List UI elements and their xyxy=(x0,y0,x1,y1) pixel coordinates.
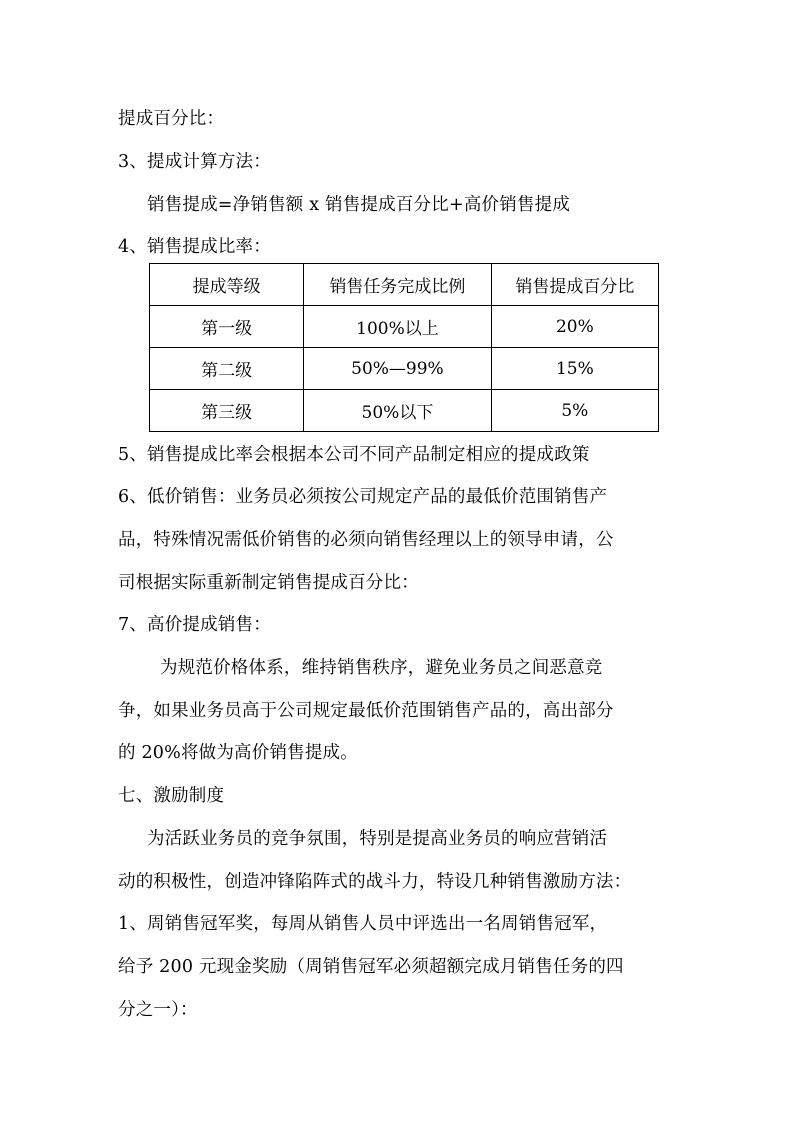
paragraph: 分之一）： xyxy=(118,1000,198,1020)
table-cell: 第三级 xyxy=(150,390,304,432)
paragraph: 给予 200 元现金奖励（周销售冠军必须超额完成月销售任务的四 xyxy=(118,957,624,977)
table-row xyxy=(150,306,659,348)
paragraph: 为规范价格体系，维持销售秩序，避免业务员之间恶意竞 xyxy=(160,658,603,678)
table-row xyxy=(150,390,659,432)
formula-line: 销售提成=净销售额 x 销售提成百分比+高价销售提成 xyxy=(147,195,571,215)
paragraph: 5、销售提成比率会根据本公司不同产品制定相应的提成政策 xyxy=(118,445,590,465)
paragraph: 为活跃业务员的竞争氛围，特别是提高业务员的响应营销活 xyxy=(147,829,608,849)
paragraph: 的 20%将做为高价销售提成。 xyxy=(118,743,358,763)
section-heading-calc-method: 3、提成计算方法： xyxy=(118,152,271,172)
paragraph: 品，特殊情况需低价销售的必须向销售经理以上的领导申请，公 xyxy=(118,530,614,550)
table-header: 销售任务完成比例 xyxy=(304,264,491,306)
table-row xyxy=(150,348,659,390)
paragraph: 1、周销售冠军奖，每周从销售人员中评选出一名周销售冠军， xyxy=(118,914,608,934)
section-heading-high-price: 7、高价提成销售： xyxy=(118,615,271,635)
chapter-heading-incentives: 七、激励制度 xyxy=(118,786,225,806)
table-header: 销售提成百分比 xyxy=(491,264,658,306)
table-cell: 20% xyxy=(491,306,658,348)
table-cell: 第一级 xyxy=(150,306,304,348)
table-cell: 50%以下 xyxy=(304,390,491,432)
paragraph: 6、低价销售：业务员必须按公司规定产品的最低价范围销售产 xyxy=(118,487,608,507)
table-cell: 5% xyxy=(491,390,658,432)
commission-rate-table xyxy=(149,263,659,432)
section-heading-rates: 4、销售提成比率： xyxy=(118,237,271,257)
table-cell: 第二级 xyxy=(150,348,304,390)
table-header-row xyxy=(150,264,659,306)
table-header: 提成等级 xyxy=(150,264,304,306)
paragraph: 司根据实际重新制定销售提成百分比： xyxy=(118,573,419,593)
table-cell: 50%—99% xyxy=(304,348,491,390)
paragraph: 提成百分比： xyxy=(118,109,225,129)
paragraph: 争，如果业务员高于公司规定最低价范围销售产品的，高出部分 xyxy=(118,701,614,721)
table-cell: 100%以上 xyxy=(304,306,491,348)
table-cell: 15% xyxy=(491,348,658,390)
paragraph: 动的积极性，创造冲锋陷阵式的战斗力，特设几种销售激励方法： xyxy=(118,872,632,892)
